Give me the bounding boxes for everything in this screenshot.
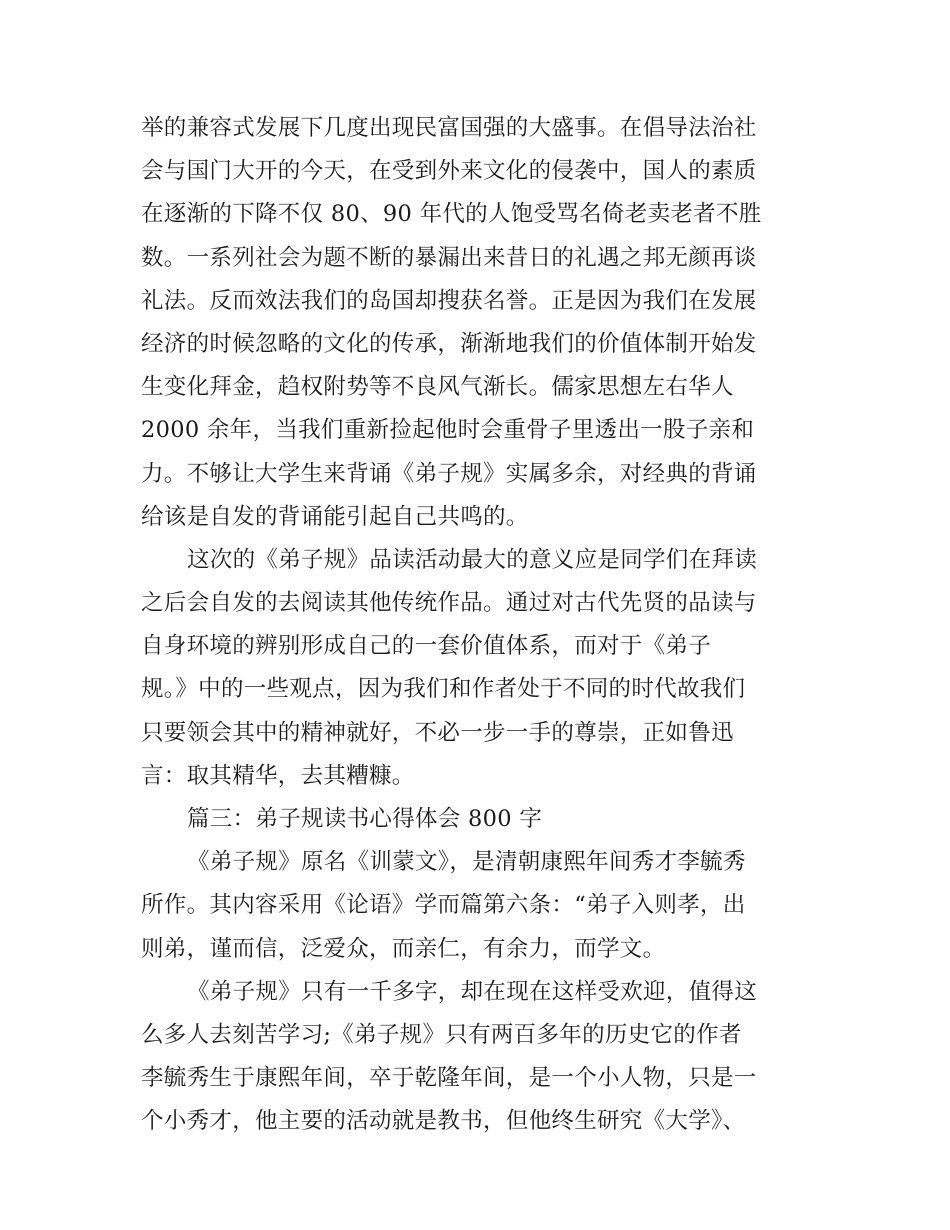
text-line: 则弟，谨而信，泛爱众，而亲仁，有余力，而学文。 [141, 935, 666, 962]
text-line: 自身环境的辨别形成自己的一套价值体系，而对于《弟子 [141, 633, 712, 660]
text-line: 数。一系列社会为题不断的暴漏出来昔日的礼遇之邦无颜再谈 [141, 244, 757, 271]
section-heading: 篇三：弟子规读书心得体会 800 字 [187, 806, 543, 832]
paragraph-start-line: 这次的《弟子规》品读活动最大的意义应是同学们在拜读 [187, 546, 758, 573]
text-line: 规。》中的一些观点，因为我们和作者处于不同的时代故我们 [141, 676, 746, 703]
text-line: 在逐渐的下降不仅 80、90 年代的人饱受骂名倚老卖老者不胜 [141, 201, 762, 228]
paragraph-start-line: 《弟子规》只有一千多字，却在现在这样受欢迎，值得这 [187, 978, 758, 1005]
text-line: 给该是自发的背诵能引起自己共鸣的。 [141, 503, 529, 530]
text-line: 经济的时候忽略的文化的传承，渐渐地我们的价值体制开始发 [141, 330, 757, 357]
text-line: 举的兼容式发展下几度出现民富国强的大盛事。在倡导法治社 [141, 115, 757, 141]
text-line: 所作。其内容采用《论语》学而篇第六条：“弟子入则孝，出 [141, 892, 746, 919]
text-line: 言：取其精华，去其糟糠。 [141, 762, 415, 789]
document-body-text [141, 107, 821, 1144]
text-line: 生变化拜金，趋权附势等不良风气渐长。儒家思想左右华人 [141, 374, 734, 401]
text-line: 2000 余年，当我们重新捡起他时会重骨子里透出一股子亲和 [141, 417, 755, 444]
text-line: 之后会自发的去阅读其他传统作品。通过对古代先贤的品读与 [141, 590, 757, 617]
text-line: 么多人去刻苦学习;《弟子规》只有两百多年的历史它的作者 [141, 1021, 742, 1048]
paragraph-start-line: 《弟子规》原名《训蒙文》，是清朝康熙年间秀才李毓秀 [187, 849, 746, 876]
text-line: 礼法。反而效法我们的岛国却搜获名誉。正是因为我们在发展 [141, 287, 757, 314]
text-line: 李毓秀生于康熙年间，卒于乾隆年间，是一个小人物，只是一 [141, 1065, 757, 1092]
text-line: 个小秀才，他主要的活动就是教书，但他终生研究《大学》、 [141, 1108, 746, 1135]
text-line: 会与国门大开的今天，在受到外来文化的侵袭中，国人的素质 [141, 158, 757, 185]
text-line: 力。不够让大学生来背诵《弟子规》实属多余，对经典的背诵 [141, 460, 757, 487]
text-line: 只要领会其中的精神就好，不必一步一手的尊崇，正如鲁迅 [141, 719, 734, 746]
